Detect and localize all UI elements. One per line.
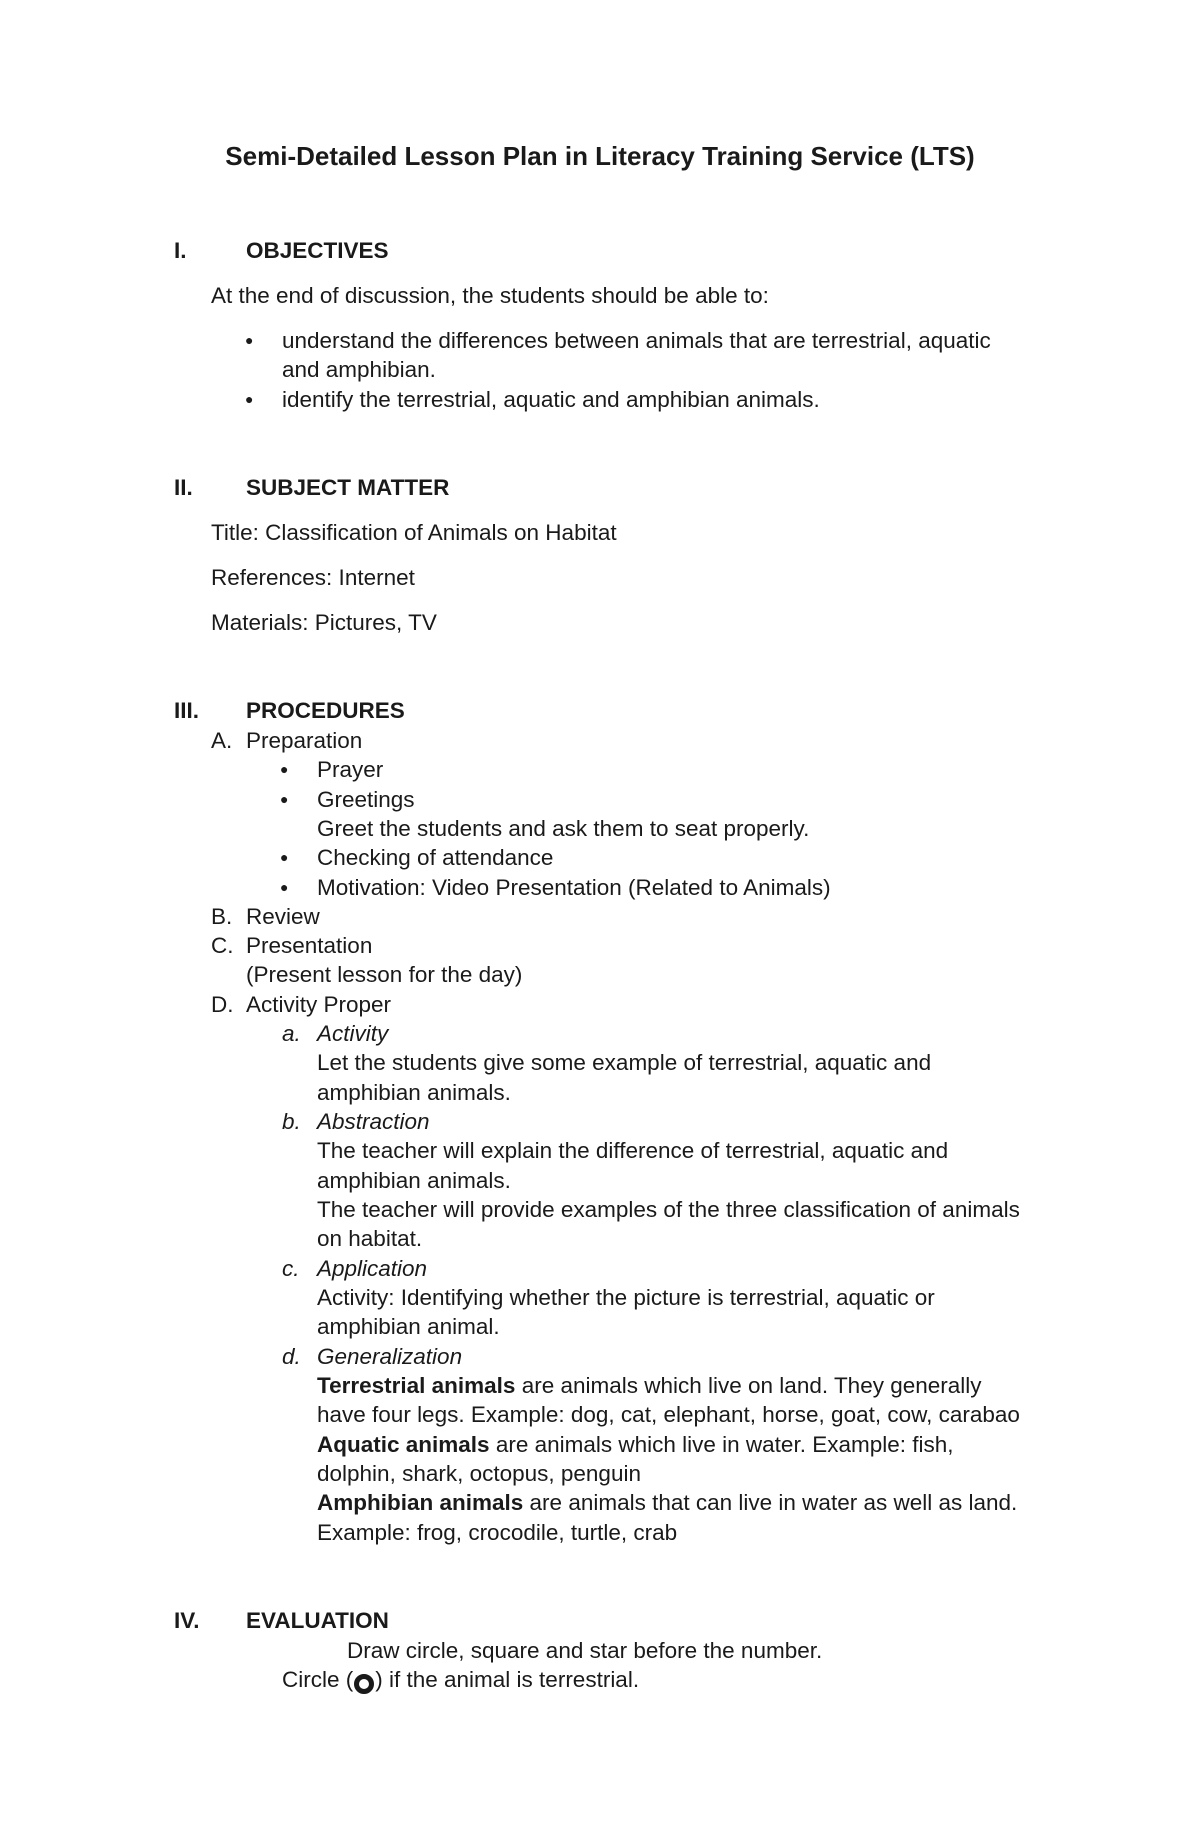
procedure-review-label: Review — [246, 904, 320, 929]
section-heading-subject-matter: SUBJECT MATTER — [246, 475, 450, 500]
amphibian-definition-line-1 — [317, 1488, 1017, 1517]
section-heading-evaluation: EVALUATION — [246, 1608, 389, 1633]
procedure-activity-proper-label: Activity Proper — [246, 992, 392, 1017]
subject-title-line: Title: Classification of Animals on Habitat — [211, 520, 617, 545]
procedure-presentation-label: Presentation — [246, 933, 373, 958]
procedure-letter-a: A. — [211, 728, 233, 753]
generalization-letter: d. — [282, 1344, 301, 1369]
amphibian-term: Amphibian animals — [317, 1490, 524, 1515]
objective-item-1-line-2: and amphibian. — [282, 357, 436, 382]
amphibian-definition-line-2: Example: frog, crocodile, turtle, crab — [317, 1520, 678, 1545]
aquatic-definition-line-1 — [317, 1430, 954, 1459]
circle-line-prefix: Circle ( — [282, 1667, 354, 1692]
bullet-icon: ● — [280, 849, 289, 865]
evaluation-instruction: Draw circle, square and star before the number. — [347, 1638, 823, 1663]
abstraction-text-line-2: amphibian animals. — [317, 1168, 511, 1193]
section-heading-procedures: PROCEDURES — [246, 698, 405, 723]
section-number-subject-matter: II. — [174, 475, 193, 500]
bullet-icon: ● — [280, 879, 289, 895]
aquatic-definition-line-2: dolphin, shark, octopus, penguin — [317, 1461, 641, 1486]
bullet-icon: ● — [280, 761, 289, 777]
evaluation-circle-line — [282, 1665, 639, 1694]
bullet-icon: ● — [280, 791, 289, 807]
activity-label: Activity — [317, 1021, 389, 1046]
bullet-icon: ● — [245, 391, 254, 407]
terrestrial-definition-line-2: have four legs. Example: dog, cat, elephant, horse, goat, cow, carabao — [317, 1402, 1020, 1427]
application-text-line-2: amphibian animal. — [317, 1314, 500, 1339]
terrestrial-term: Terrestrial animals — [317, 1373, 516, 1398]
section-number-evaluation: IV. — [174, 1608, 200, 1633]
amphibian-definition-text: are animals that can live in water as well as land. — [523, 1490, 1018, 1515]
objectives-intro: At the end of discussion, the students should be able to: — [211, 283, 769, 308]
activity-letter: a. — [282, 1021, 301, 1046]
section-heading-objectives: OBJECTIVES — [246, 238, 389, 263]
circle-line-suffix: ) if the animal is terrestrial. — [375, 1667, 640, 1692]
procedure-preparation-label: Preparation — [246, 728, 363, 753]
abstraction-letter: b. — [282, 1109, 301, 1134]
aquatic-term: Aquatic animals — [317, 1432, 490, 1457]
prep-item-attendance: Checking of attendance — [317, 845, 554, 870]
application-letter: c. — [282, 1256, 300, 1281]
abstraction-text-line-1: The teacher will explain the difference of terrestrial, aquatic and — [317, 1138, 949, 1163]
section-number-objectives: I. — [174, 238, 187, 263]
abstraction-text-line-4: on habitat. — [317, 1226, 423, 1251]
procedure-letter-d: D. — [211, 992, 234, 1017]
bullet-icon: ● — [245, 332, 254, 348]
generalization-label: Generalization — [317, 1344, 463, 1369]
objective-item-1-line-1: understand the differences between animals that are terrestrial, aquatic — [282, 328, 991, 353]
prep-item-motivation: Motivation: Video Presentation (Related to Animals) — [317, 875, 831, 900]
application-text-line-1: Activity: Identifying whether the picture is terrestrial, aquatic or — [317, 1285, 935, 1310]
subject-references-line: References: Internet — [211, 565, 415, 590]
abstraction-text-line-3: The teacher will provide examples of the three classification of animals — [317, 1197, 1020, 1222]
procedure-letter-c: C. — [211, 933, 234, 958]
activity-text-line-1: Let the students give some example of terrestrial, aquatic and — [317, 1050, 932, 1075]
page-title: Semi-Detailed Lesson Plan in Literacy Training Service (LTS) — [225, 141, 975, 171]
application-label: Application — [317, 1256, 428, 1281]
aquatic-definition-text: are animals which live in water. Example: fish, — [489, 1432, 954, 1457]
terrestrial-definition-line-1 — [317, 1371, 982, 1400]
circle-icon — [354, 1674, 374, 1694]
prep-item-greetings: Greetings — [317, 787, 415, 812]
section-number-procedures: III. — [174, 698, 200, 723]
prep-item-prayer: Prayer — [317, 757, 384, 782]
abstraction-label: Abstraction — [317, 1109, 430, 1134]
prep-item-greetings-note: Greet the students and ask them to seat properly. — [317, 816, 810, 841]
objective-item-2: identify the terrestrial, aquatic and amphibian animals. — [282, 387, 820, 412]
procedure-presentation-note: (Present lesson for the day) — [246, 962, 523, 987]
activity-text-line-2: amphibian animals. — [317, 1080, 511, 1105]
procedure-letter-b: B. — [211, 904, 233, 929]
terrestrial-definition-text: are animals which live on land. They generally — [515, 1373, 982, 1398]
subject-materials-line: Materials: Pictures, TV — [211, 610, 437, 635]
